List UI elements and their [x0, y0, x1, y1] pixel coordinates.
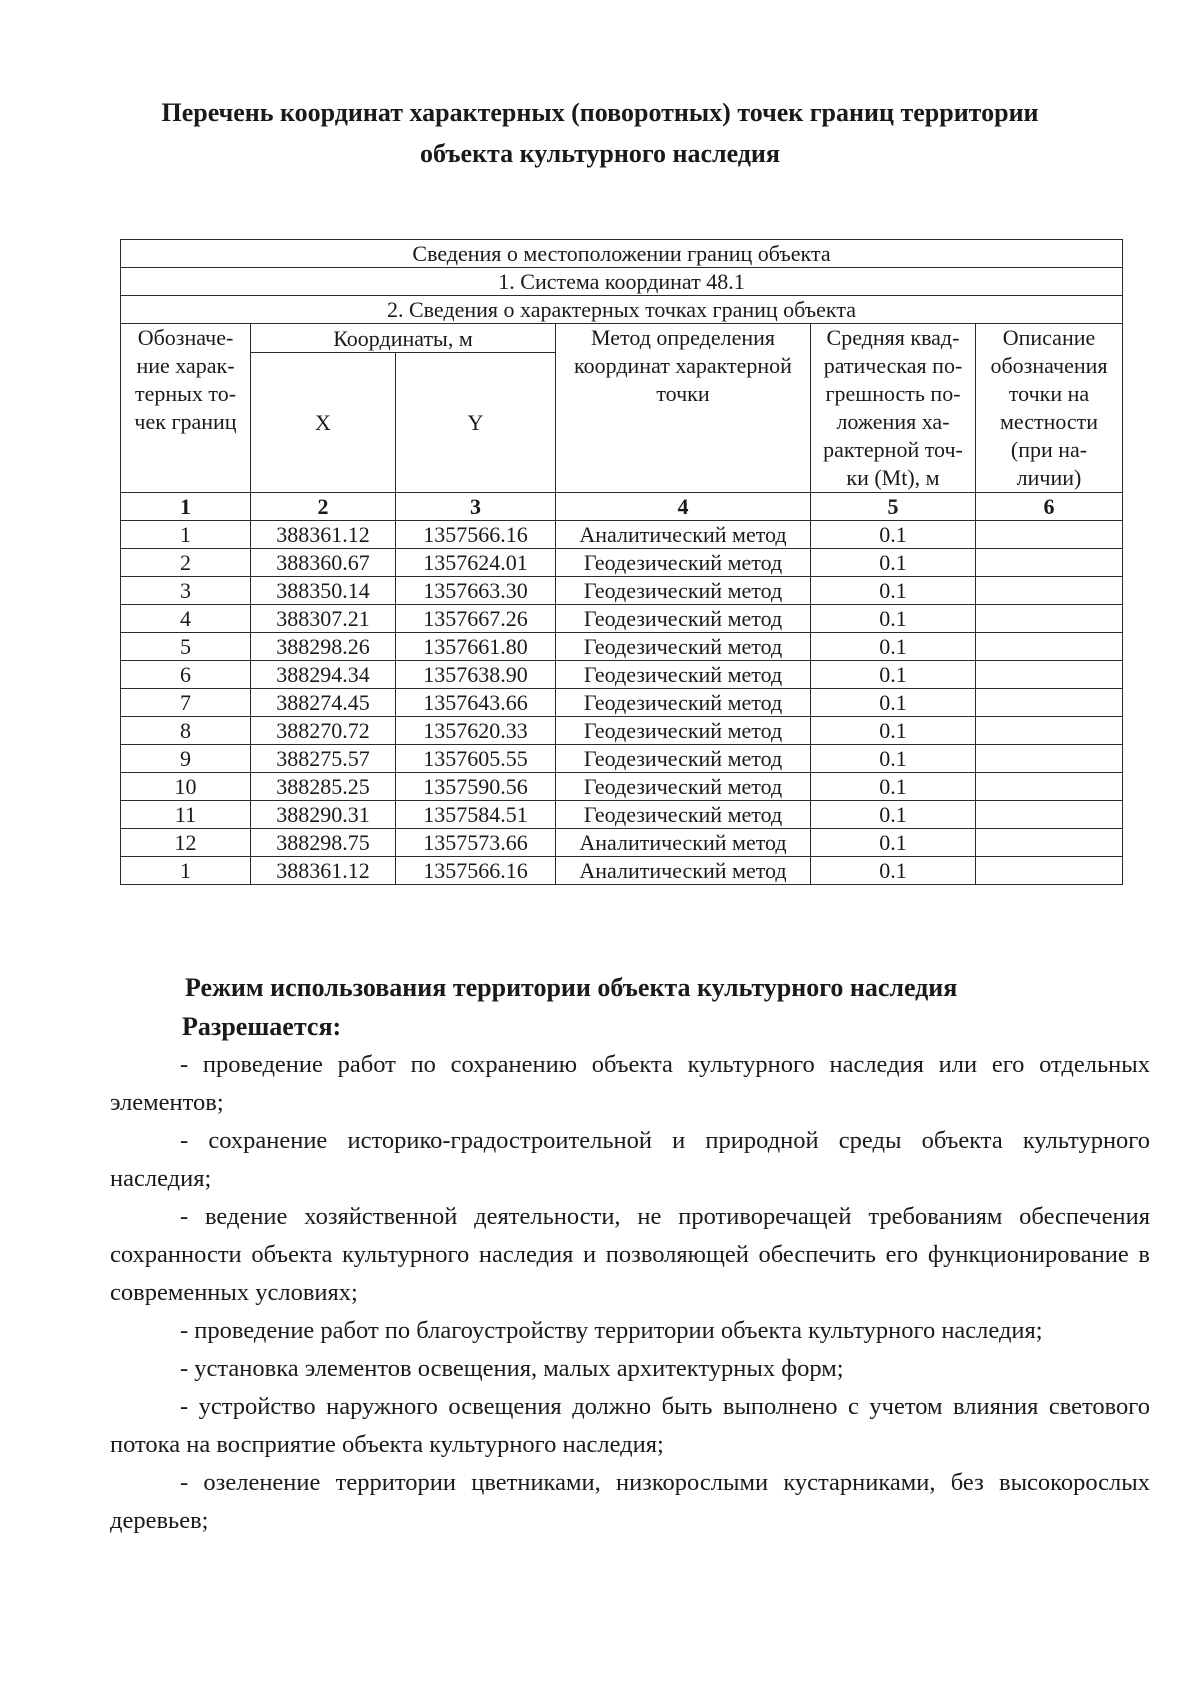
point-number: 1 — [121, 521, 251, 549]
coord-x: 388294.34 — [251, 661, 396, 689]
description-cell — [976, 829, 1123, 857]
coord-y: 1357566.16 — [396, 857, 556, 885]
coord-y: 1357620.33 — [396, 717, 556, 745]
header-error: Средняя квад-ратическая по-грешность по-ложения ха-рактерной точ-ки (Mt), м — [811, 324, 976, 493]
method-cell: Геодезический метод — [556, 801, 811, 829]
header-method: Метод определения координат характерной точки — [556, 324, 811, 493]
regime-heading: Режим использования территории объекта культурного наследия — [185, 973, 958, 1002]
coord-y: 1357643.66 — [396, 689, 556, 717]
table-row — [121, 689, 1123, 717]
table-row — [121, 773, 1123, 801]
list-item: - установка элементов освещения, малых архитектурных форм; — [180, 1355, 844, 1382]
table-row — [121, 857, 1123, 885]
point-number: 10 — [121, 773, 251, 801]
description-cell — [976, 577, 1123, 605]
point-number: 11 — [121, 801, 251, 829]
method-cell: Аналитический метод — [556, 857, 811, 885]
mt-cell: 0.1 — [811, 773, 976, 801]
point-number: 12 — [121, 829, 251, 857]
mt-cell: 0.1 — [811, 801, 976, 829]
points-heading: 2. Сведения о характерных точках границ объекта — [121, 296, 1123, 324]
description-cell — [976, 549, 1123, 577]
mt-cell: 0.1 — [811, 829, 976, 857]
mt-cell: 0.1 — [811, 633, 976, 661]
method-cell: Геодезический метод — [556, 773, 811, 801]
header-coordinates: Координаты, м — [251, 324, 556, 353]
coord-y: 1357584.51 — [396, 801, 556, 829]
table-row — [121, 633, 1123, 661]
col-number: 1 — [121, 493, 251, 521]
table-caption-row — [121, 240, 1123, 268]
table-row — [121, 549, 1123, 577]
list-item: - озеленение территории цветниками, низкорослыми кустарниками, без высокорослых деревьев; — [110, 1469, 1150, 1534]
description-cell — [976, 689, 1123, 717]
description-cell — [976, 661, 1123, 689]
coord-x: 388350.14 — [251, 577, 396, 605]
usage-regime-section — [110, 968, 1150, 1540]
coord-x: 388360.67 — [251, 549, 396, 577]
table-system-row — [121, 268, 1123, 296]
coord-y: 1357605.55 — [396, 745, 556, 773]
mt-cell: 0.1 — [811, 689, 976, 717]
col-number: 2 — [251, 493, 396, 521]
mt-cell: 0.1 — [811, 549, 976, 577]
coord-x: 388270.72 — [251, 717, 396, 745]
table-row — [121, 801, 1123, 829]
mt-cell: 0.1 — [811, 857, 976, 885]
coord-y: 1357661.80 — [396, 633, 556, 661]
header-y: Y — [396, 353, 556, 493]
table-row — [121, 829, 1123, 857]
coordinate-system: 1. Система координат 48.1 — [121, 268, 1123, 296]
table-points-heading-row — [121, 296, 1123, 324]
table-row — [121, 717, 1123, 745]
method-cell: Геодезический метод — [556, 605, 811, 633]
method-cell: Геодезический метод — [556, 745, 811, 773]
description-cell — [976, 857, 1123, 885]
coord-x: 388307.21 — [251, 605, 396, 633]
method-cell: Геодезический метод — [556, 549, 811, 577]
method-cell: Геодезический метод — [556, 661, 811, 689]
list-item: - сохранение историко-градостроительной и природной среды объекта культурного наследия; — [110, 1127, 1150, 1192]
point-number: 1 — [121, 857, 251, 885]
point-number: 7 — [121, 689, 251, 717]
table-row — [121, 521, 1123, 549]
point-number: 5 — [121, 633, 251, 661]
table-caption: Сведения о местоположении границ объекта — [121, 240, 1123, 268]
list-item: - проведение работ по благоустройству территории объекта культурного наследия; — [180, 1317, 1043, 1344]
table-row — [121, 661, 1123, 689]
mt-cell: 0.1 — [811, 605, 976, 633]
table-row — [121, 577, 1123, 605]
mt-cell: 0.1 — [811, 521, 976, 549]
description-cell — [976, 633, 1123, 661]
description-cell — [976, 605, 1123, 633]
description-cell — [976, 745, 1123, 773]
allowed-heading: Разрешается: — [182, 1012, 342, 1041]
coord-y: 1357624.01 — [396, 549, 556, 577]
method-cell: Аналитический метод — [556, 829, 811, 857]
col-number: 6 — [976, 493, 1123, 521]
list-item: - ведение хозяйственной деятельности, не противоречащей требованиям обеспечения сохранности объекта культурного наследия и позволяющей обеспечить его функционирование в современных условиях; — [110, 1203, 1150, 1306]
coord-y: 1357590.56 — [396, 773, 556, 801]
mt-cell: 0.1 — [811, 661, 976, 689]
mt-cell: 0.1 — [811, 577, 976, 605]
description-cell — [976, 521, 1123, 549]
description-cell — [976, 717, 1123, 745]
coord-x: 388298.26 — [251, 633, 396, 661]
point-number: 3 — [121, 577, 251, 605]
allowed-list — [110, 1046, 1150, 1540]
coord-y: 1357638.90 — [396, 661, 556, 689]
header-designation: Обозначе-ние харак-терных то-чек границ — [121, 324, 251, 493]
coord-x: 388298.75 — [251, 829, 396, 857]
point-number: 6 — [121, 661, 251, 689]
coord-x: 388361.12 — [251, 521, 396, 549]
point-number: 9 — [121, 745, 251, 773]
coord-x: 388361.12 — [251, 857, 396, 885]
method-cell: Аналитический метод — [556, 521, 811, 549]
method-cell: Геодезический метод — [556, 633, 811, 661]
list-item: - проведение работ по сохранению объекта культурного наследия или его отдельных элементов; — [110, 1051, 1150, 1116]
method-cell: Геодезический метод — [556, 689, 811, 717]
method-cell: Геодезический метод — [556, 717, 811, 745]
coord-y: 1357566.16 — [396, 521, 556, 549]
description-cell — [976, 773, 1123, 801]
table-row — [121, 605, 1123, 633]
point-number: 8 — [121, 717, 251, 745]
mt-cell: 0.1 — [811, 717, 976, 745]
coord-x: 388290.31 — [251, 801, 396, 829]
mt-cell: 0.1 — [811, 745, 976, 773]
coord-x: 388285.25 — [251, 773, 396, 801]
point-number: 2 — [121, 549, 251, 577]
coord-x: 388274.45 — [251, 689, 396, 717]
header-row-top — [121, 324, 1123, 353]
method-cell: Геодезический метод — [556, 577, 811, 605]
coord-y: 1357573.66 — [396, 829, 556, 857]
coord-y: 1357667.26 — [396, 605, 556, 633]
title-line-1: Перечень координат характерных (поворотных) точек границ территории — [161, 98, 1039, 127]
col-number: 5 — [811, 493, 976, 521]
coord-x: 388275.57 — [251, 745, 396, 773]
table-row — [121, 745, 1123, 773]
document-title — [100, 92, 1100, 174]
header-x: X — [251, 353, 396, 493]
column-number-row — [121, 493, 1123, 521]
title-line-2: объекта культурного наследия — [420, 139, 780, 168]
point-number: 4 — [121, 605, 251, 633]
list-item: - устройство наружного освещения должно быть выполнено с учетом влияния светового потока на восприятие объекта культурного наследия; — [110, 1393, 1150, 1458]
coord-y: 1357663.30 — [396, 577, 556, 605]
header-description: Описание обозначения точки на местности (при на-личии) — [976, 324, 1123, 493]
description-cell — [976, 801, 1123, 829]
col-number: 4 — [556, 493, 811, 521]
coordinates-table — [120, 239, 1123, 885]
col-number: 3 — [396, 493, 556, 521]
